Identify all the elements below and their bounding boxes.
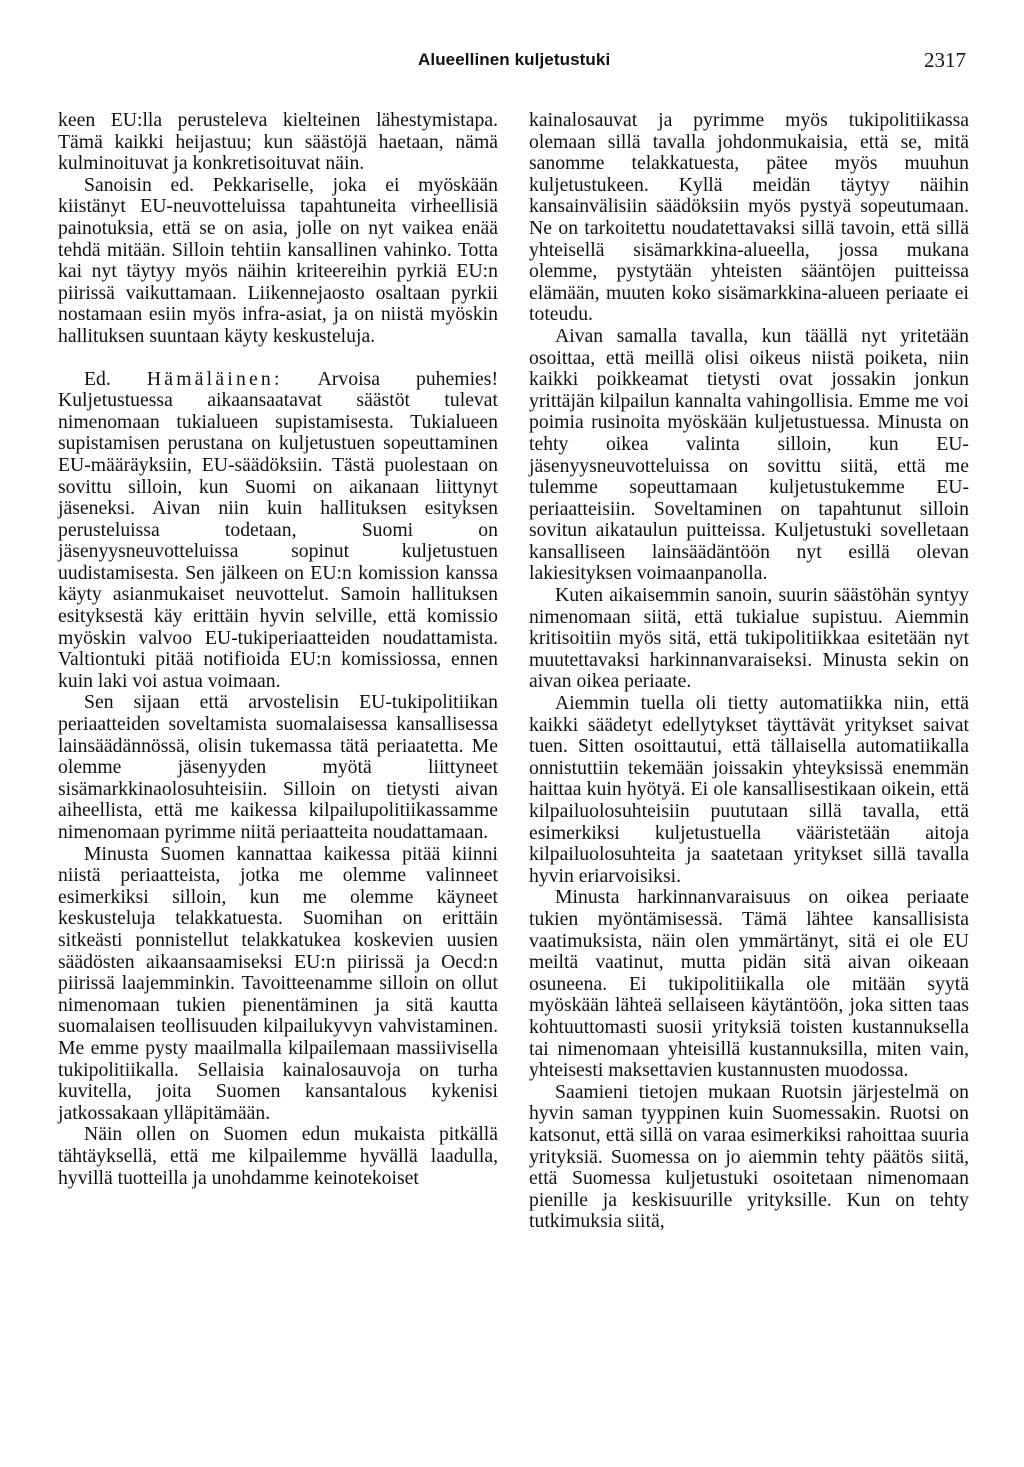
right-column [529, 110, 969, 1233]
paragraph: Sen sijaan että arvostelisin EU-tukipolitiikan periaatteiden soveltamista suomalaisessa kansallisessa lainsäädännössä, olisin tukemassa tätä periaatetta. Me olemme jäsenyyden myötä liittyneet sisämarkkinaolosuhteisiin. Silloin on tietysti aivan aiheellista, että me kaikessa kilpailupolitiikassamme nimenomaan pyrimme niitä periaatteita noudattamaan. [58, 691, 498, 843]
paragraph: Minusta Suomen kannattaa kaikessa pitää kiinni niistä periaatteista, jotka me olemme valinneet esimerkiksi silloin, kun me olemme käyneet keskusteluja telakkatuesta. Suomihan on erittäin sitkeästi ponnistellut telakkatukea koskevien uusien säädösten aikaansaamiseksi EU:n piirissä ja Oecd:n piirissä laajemminkin. Tavoitteenamme silloin on ollut nimenomaan tukien pienentäminen ja sitä kautta suomalaisen teollisuuden kilpailukyvyn vahvistaminen. Me emme pysty maailmalla kilpailemaan massiivisella tukipolitiikalla. Sellaisia kainalosauvoja on turha kuvitella, joita Suomen kansantalous kykenisi jatkossakaan ylläpitämään. [58, 842, 498, 1124]
paragraph: keen EU:lla perusteleva kielteinen lähestymistapa. Tämä kaikki heijastuu; kun säästöjä haetaan, nämä kulminoituvat ja konkretisoituvat näin. [58, 109, 498, 175]
paragraph: Kuten aikaisemmin sanoin, suurin säästöhän syntyy nimenomaan siitä, että tukialue supistuu. Aiemmin kritisoitiin myös sitä, että tukipolitiikkaa esitetään nyt muutettavaksi harkinnanvaraiseksi. Minusta sekin on aivan oikea periaate. [529, 584, 969, 693]
paragraph: Sanoisin ed. Pekkariselle, joka ei myöskään kiistänyt EU-neuvotteluissa tapahtuneita virheellisiä painotuksia, että se on asia, jolle on nyt vaikea enää tehdä mitään. Silloin tehtiin kansallinen vahinko. Totta kai nyt täytyy myös näihin kriteereihin pyrkiä EU:n piirissä vaikuttamaan. Liikennejaosto osaltaan pyrkii nostamaan esiin myös infra-asiat, ja on niistä myöskin hallituksen suuntaan käyty keskusteluja. [58, 173, 498, 347]
speech-text: Arvoisa puhemies! Kuljetustuessa aikaansaatavat säästöt tulevat nimenomaan tukialueen supistamisesta. Tukialueen supistamisen perustana on kuljetustuen sopeuttaminen EU-määräyksiin, EU-säädöksiin. Tästä puolestaan on sovittu silloin, kun Suomi on aikanaan liittynyt jäseneksi. Aivan niin kuin hallituksen esityksen perusteluissa todetaan, Suomi on jäsenyysneuvotteluissa sopinut kuljetustuen uudistamisesta. Sen jälkeen on EU:n komission kanssa käyty asianmukaiset neuvottelut. Samoin hallituksen esityksestä käy erittäin hyvin selville, että komissio myöskin valvoo EU-tukiperiaatteiden noudattamista. Valtiontuki pitää notifioida EU:n komissiossa, ennen kuin laki voi astua voimaan. [58, 367, 499, 692]
running-title: Alueellinen kuljetustuki [418, 50, 611, 69]
paragraph: Näin ollen on Suomen edun mukaista pitkällä tähtäyksellä, että me kilpailemme hyvällä laadulla, hyvillä tuotteilla ja unohdamme keinotekoiset [58, 1123, 498, 1189]
speaker-prefix: Ed. [84, 367, 111, 390]
paragraph: Aiemmin tuella oli tietty automatiikka niin, että kaikki säädetyt edellytykset täyttävät yritykset saivat tuen. Sitten osoittautui, että tällaisella automatiikalla onnistuttiin tekemään joissakin yhteyksissä enemmän haittaa kuin hyötyä. Ei ole kansallisestikaan oikein, että kilpailuolosuhteisiin puututaan sillä tavalla, että esimerkiksi kuljetustuella vääristetään aitoja kilpailuolosuhteita ja saatetaan yritykset sillä tavalla hyvin eriarvoisiksi. [529, 692, 969, 887]
speaker-name: Hämäläinen: [146, 367, 283, 390]
page-header [0, 46, 1024, 76]
paragraph: Aivan samalla tavalla, kun täällä nyt yritetään osoittaa, että meillä olisi oikeus niistä poiketa, niin kaikki poikkeamat tietysti ovat jossakin jonkun yrittäjän kilpailun kannalta vahingollisia. Emme me voi poimia rusinoita myöskään kuljetustuessa. Minusta on tehty oikea valinta silloin, kun EU-jäsenyysneuvotteluissa on sovittu siitä, että me tulemme sopeuttamaan kuljetustukemme EU-periaatteisiin. Soveltaminen on tapahtunut silloin sovitun aikataulun puitteissa. Kuljetustuki sovelletaan kansalliseen lainsäädäntöön nyt esillä olevan lakiesityksen voimaanpanolla. [529, 324, 969, 585]
speech-paragraph [58, 369, 498, 693]
paragraph: Minusta harkinnanvaraisuus on oikea periaate tukien myöntämisessä. Tämä lähtee kansallisista vaatimuksista, näin olen ymmärtänyt, sitä ei ole EU meiltä vaatinut, mutta pidän sitä aivan oikeaan osuneena. Ei tukipolitiikalla ole mitään syytä myöskään lähteä sellaiseen käytäntöön, joka sitten taas kohtuuttomasti suosii yrityksiä toisten kustannuksella tai nimenomaan yhteisillä kustannuksilla, miten vain, yhteisesti maksettavien kustannusten muodossa. [529, 886, 969, 1082]
left-column [58, 110, 498, 1189]
paragraph: kainalosauvat ja pyrimme myös tukipolitiikassa olemaan sillä tavalla johdonmukaisia, että se, mitä sanomme telakkatuesta, pätee myös muuhun kuljetustukeen. Kyllä meidän täytyy näihin kansainvälisiin säädöksiin myös pystyä sopeutumaan. Ne on tarkoitettu noudatettavaksi sillä tavoin, että sillä yhteisellä sisämarkkina-alueella, jossa mukana olemme, pystytään yhteisten sääntöjen puitteissa elämään, muuten koko sisämarkkina-alueen periaate ei toteudu. [529, 109, 969, 326]
page-number: 2317 [924, 48, 966, 72]
paragraph: Saamieni tietojen mukaan Ruotsin järjestelmä on hyvin saman tyyppinen kuin Suomessakin. Ruotsi on katsonut, että sillä on varaa esimerkiksi rahoittaa suuria yrityksiä. Suomessa on jo aiemmin tehty päätös siitä, että Suomessa kuljetustuki osoitetaan nimenomaan pienille ja keskisuurille yrityksille. Kun on tehty tutkimuksia siitä, [529, 1080, 969, 1233]
